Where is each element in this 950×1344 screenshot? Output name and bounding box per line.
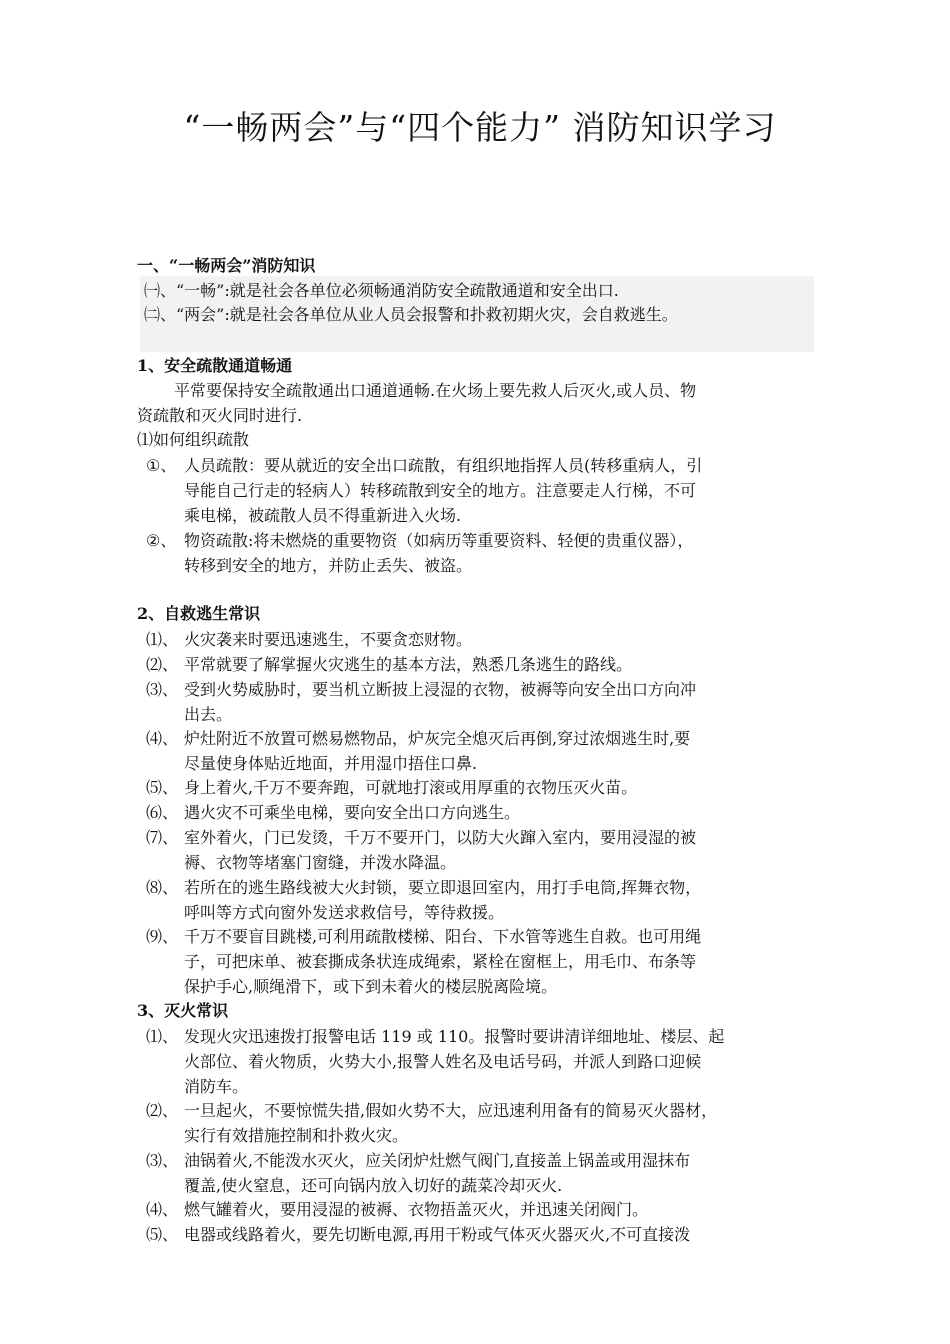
list-item — [146, 453, 826, 528]
item-number: ①、 — [146, 456, 177, 475]
item-number: ②、 — [146, 531, 177, 550]
item-number: ⑻、 — [146, 878, 179, 897]
item-line: 保护手心,顺绳滑下，或下到未着火的楼层脱离险境。 — [184, 977, 558, 996]
item-line: 导能自己行走的轻病人）转移疏散到安全的地方。注意要走人行梯，不可 — [184, 481, 697, 500]
item-line: 人员疏散：要从就近的安全出口疏散，有组织地指挥人员(转移重病人，引 — [184, 456, 703, 475]
list-item — [146, 677, 826, 727]
list-item — [146, 1098, 826, 1148]
item-line: 受到火势威胁时，要当机立断披上浸湿的衣物，被褥等向安全出口方向冲 — [184, 680, 697, 699]
list-item — [146, 1222, 826, 1247]
sub-heading: ⑴如何组织疏散 — [137, 430, 250, 449]
paragraph: 平常要保持安全疏散通出口通道通畅.在火场上要先救人后灭火,或人员、物 — [174, 381, 697, 400]
item-number: ⑸、 — [146, 1225, 179, 1244]
item-number: ⑶、 — [146, 680, 179, 699]
item-line: 子，可把床单、被套撕成条状连成绳索，紧栓在窗框上，用毛巾、布条等 — [184, 952, 697, 971]
item-line: 燃气罐着火，要用浸湿的被褥、衣物捂盖灭火，并迅速关闭阀门。 — [184, 1200, 649, 1219]
item-line: 褥、衣物等堵塞门窗缝，并泼水降温。 — [184, 853, 457, 872]
item-line: 出去。 — [184, 705, 233, 724]
item-line: 消防车。 — [184, 1077, 249, 1096]
item-line: 炉灶附近不放置可燃易燃物品，炉灰完全熄灭后再倒,穿过浓烟逃生时,要 — [184, 729, 691, 748]
subsection-heading-2: 2、自救逃生常识 — [137, 604, 261, 623]
item-line: 电器或线路着火，要先切断电源,再用干粉或气体灭火器灭火,不可直接泼 — [184, 1225, 691, 1244]
item-line: 覆盖,使火窒息，还可向锅内放入切好的蔬菜冷却灭火. — [184, 1176, 563, 1195]
item-number: ⑸、 — [146, 778, 179, 797]
subsection-heading-1: 1、安全疏散通道畅通 — [137, 356, 293, 375]
item-number: ⑴、 — [146, 1027, 179, 1046]
item-line: 身上着火,千万不要奔跑，可就地打滚或用厚重的衣物压灭火苗。 — [184, 778, 638, 797]
list-item — [146, 1148, 826, 1198]
list-item — [146, 775, 826, 800]
item-line: 物资疏散:将未燃烧的重要物资（如病历等重要资料、轻便的贵重仪器）， — [184, 531, 694, 550]
item-line: 转移到安全的地方，并防止丢失、被盗。 — [184, 556, 473, 575]
list-item — [146, 1024, 826, 1099]
list-item — [146, 726, 826, 776]
item-line: 油锅着火,不能泼水灭火，应关闭炉灶燃气阀门,直接盖上锅盖或用湿抹布 — [184, 1151, 691, 1170]
item-line: 火灾袭来时要迅速逃生，不要贪恋财物。 — [184, 630, 473, 649]
item-line: 实行有效措施控制和扑救火灾。 — [184, 1126, 409, 1145]
item-line: 乘电梯，被疏散人员不得重新进入火场. — [184, 506, 462, 525]
item-line: 若所在的逃生路线被大火封锁，要立即退回室内，用打手电筒,挥舞衣物， — [184, 878, 702, 897]
item-number: ⑵、 — [146, 655, 179, 674]
list-item — [146, 1197, 826, 1222]
item-number: ⑼、 — [146, 927, 179, 946]
list-item — [146, 825, 826, 875]
item-line: 一旦起火，不要惊慌失措,假如火势不大，应迅速利用备有的简易灭火器材， — [184, 1101, 718, 1120]
paragraph: 资疏散和灭火同时进行. — [137, 406, 303, 425]
item-number: ⑶、 — [146, 1151, 179, 1170]
item-line: 千万不要盲目跳楼,可利用疏散楼梯、阳台、下水管等逃生自救。也可用绳 — [184, 927, 702, 946]
item-number: ⑹、 — [146, 803, 179, 822]
list-item — [146, 924, 826, 999]
list-item — [146, 627, 826, 652]
list-item — [146, 875, 826, 925]
definition-line: ㈡、“两会”:就是社会各单位从业人员会报警和扑救初期火灾，会自救逃生。 — [144, 305, 678, 324]
item-line: 遇火灾不可乘坐电梯，要向安全出口方向逃生。 — [184, 803, 521, 822]
subsection-heading-3: 3、灭火常识 — [137, 1001, 229, 1020]
definition-line: ㈠、“一畅”:就是社会各单位必须畅通消防安全疏散通道和安全出口. — [144, 281, 619, 300]
item-line: 室外着火，门已发烫，千万不要开门，以防大火蹿入室内，要用浸湿的被 — [184, 828, 697, 847]
document-title: “一畅两会”与“四个能力” 消防知识学习 — [183, 108, 777, 147]
item-number: ⑴、 — [146, 630, 179, 649]
list-item — [146, 800, 826, 825]
list-item — [146, 528, 826, 578]
item-line: 火部位、着火物质，火势大小,报警人姓名及电话号码，并派人到路口迎候 — [184, 1052, 702, 1071]
item-number: ⑷、 — [146, 1200, 179, 1219]
list-item — [146, 652, 826, 677]
item-line: 平常就要了解掌握火灾逃生的基本方法，熟悉几条逃生的路线。 — [184, 655, 633, 674]
item-line: 呼叫等方式向窗外发送求救信号，等待救援。 — [184, 903, 505, 922]
item-number: ⑵、 — [146, 1101, 179, 1120]
item-line: 尽量使身体贴近地面，并用湿巾捂住口鼻. — [184, 754, 478, 773]
item-line: 发现火灾迅速拨打报警电话 119 或 110。报警时要讲清详细地址、楼层、起 — [184, 1027, 725, 1046]
item-number: ⑷、 — [146, 729, 179, 748]
item-number: ⑺、 — [146, 828, 179, 847]
section-heading-1: 一、“一畅两会”消防知识 — [137, 256, 316, 275]
